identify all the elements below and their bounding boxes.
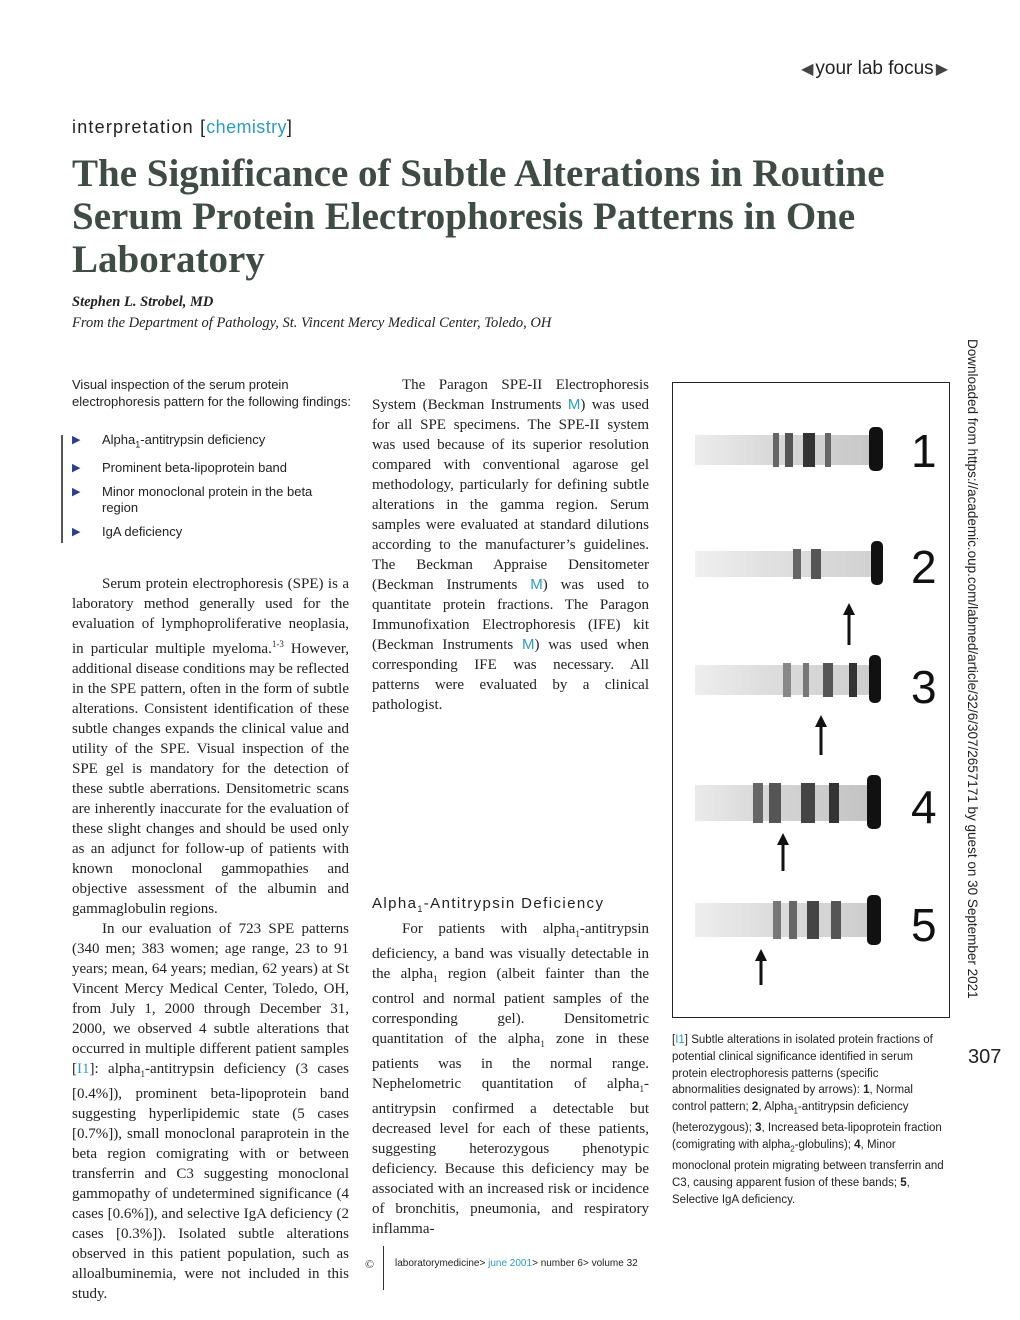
abstract-rule xyxy=(61,435,63,543)
caption-text: , Increased beta-lipoprotein fraction (comigrating with alpha xyxy=(672,1122,942,1152)
subscript: 1 xyxy=(540,1039,545,1049)
registered-mark: M xyxy=(530,576,543,593)
heading-text: Alpha xyxy=(372,895,418,912)
figure-caption: [I1] Subtle alterations in isolated protein fractions of potential clinical significance identified in serum protein electrophoresis patterns (specific abnormalities designated by arrows): 1, Normal control pattern; 2, Alpha$_1$-antitrypsin deficiency (heterozygous); 3, Increased beta-lipoprotein fraction (comigrating with alpha$_2$-globulins); 4, Minor monoclonal protein migrating between transferrin and C3, causing apparent fusion of these bands; 5, Selective IgA deficiency. xyxy=(672,1034,944,1206)
text-run: ) was used for all SPE specimens. The SPE-II system was used because of its superior resolution compared with conventional agarose gel methodology, particularly for defining subtle alterations in the gamma region. Serum samples were evaluated at standard dilutions according to the manufacturer’s guidelines. The Beckman Appraise Densitometer (Beckman Instruments xyxy=(372,397,649,593)
gel-lane-5 xyxy=(695,895,937,985)
author-name: Stephen L. Strobel, MD xyxy=(72,294,214,310)
paragraph-methods xyxy=(372,375,649,715)
text-run: Serum protein electrophoresis (SPE) is a laboratory method generally used for the evaluation of lymphoproliferative neoplasia, in particular multiple myeloma. xyxy=(72,576,349,657)
finding-text: Alpha xyxy=(102,432,136,447)
text-run: -antitrypsin deficiency, a band was visually detectable in the alpha xyxy=(372,921,649,982)
lab-focus-nav[interactable] xyxy=(801,58,948,80)
up-arrow-icon xyxy=(843,603,855,645)
finding-subscript: 1 xyxy=(135,439,141,450)
caption-text: , Selective IgA deficiency. xyxy=(672,1176,910,1206)
body-column-right xyxy=(372,375,649,715)
lane-label-2: 2 xyxy=(911,541,937,593)
body-column-left xyxy=(72,574,349,1304)
section-label: interpretation xyxy=(72,117,194,137)
caption-subscript: 1 xyxy=(793,1106,798,1116)
caption-subscript: 2 xyxy=(790,1144,795,1154)
gel-lane-1 xyxy=(695,425,937,477)
finding-text: -antitrypsin deficiency xyxy=(140,432,266,447)
gel-lane-4 xyxy=(695,775,937,871)
text-run: zone in these patients was in the normal range. Nephelometric quantitation of alpha xyxy=(372,1031,649,1092)
reference-superscript[interactable]: 1-3 xyxy=(271,639,284,649)
footer-divider xyxy=(383,1246,384,1290)
registered-mark: M xyxy=(567,396,581,413)
text-run: ) was used to quantitate protein fractions. The Paragon Immunofixation Electrophoresis (IFE) kit (Beckman Instruments xyxy=(372,577,649,653)
subscript: 1 xyxy=(575,929,580,939)
caption-number: 4 xyxy=(854,1139,861,1152)
author-affiliation: From the Department of Pathology, St. Vincent Mercy Medical Center, Toledo, OH xyxy=(72,315,552,331)
paragraph-intro xyxy=(72,574,349,919)
lane-label-1: 1 xyxy=(911,425,937,477)
text-run: -antitrypsin deficiency (3 cases [0.4%]), prominent beta-lipoprotein band suggesting hyperlipidemic state (5 cases [0.7%]), small monoclonal paraprotein in the beta region comigrating with or between transferrin and C3 suggesting monoclonal gammopathy of undetermined significance (4 cases [0.6%]), and selective IgA deficiency (2 cases [0.3%]). Isolated subtle alterations observed in this patient population, such as alloalbuminemia, were not included in this study. xyxy=(72,1061,349,1302)
caption-number: 2 xyxy=(751,1101,759,1114)
download-note: Downloaded from https://academic.oup.com/labmed/article/32/6/307/2657171 by guest on 30 September 2021 xyxy=(965,339,980,999)
electrophoresis-gel-image xyxy=(673,383,949,1017)
footer-journal-info xyxy=(395,1258,638,1269)
bullet-arrow-icon: ▶ xyxy=(72,434,81,446)
caption-number: 5 xyxy=(900,1176,907,1189)
abstract-intro: Visual inspection of the serum protein electrophoresis pattern for the following findings: xyxy=(72,377,351,409)
caption-text: , Minor monoclonal protein migrating between transferrin and C3, causing apparent fusion of these bands; xyxy=(672,1139,944,1189)
lane-label-5: 5 xyxy=(911,899,937,951)
separator: > xyxy=(532,1258,538,1269)
caption-text: Subtle alterations in isolated protein fractions of potential clinical significance identified in serum protein electrophoresis patterns (specific abnormalities designated by arrows): xyxy=(672,1034,933,1097)
list-item xyxy=(72,484,352,517)
text-run: region (albeit fainter than the control and normal patient samples of the corresponding gel). Densitometric quantitation of the alpha xyxy=(372,966,649,1047)
text-run: In our evaluation of 723 SPE patterns (340 men; 383 women; age range, 23 to 91 years; mean, 64 years; median, 62 years) at St Vincent Mercy Medical Center, Toledo, OH, from July 1, 2000 through December 31, 2000, we observed 4 subtle alterations that occurred in multiple different patient samples [ xyxy=(72,921,349,1077)
copyright-symbol: © xyxy=(365,1257,375,1271)
triangle-left-icon[interactable]: ◀ xyxy=(801,61,814,78)
body-column-right-lower xyxy=(372,894,649,1239)
up-arrow-icon xyxy=(755,949,767,985)
bullet-arrow-icon: ▶ xyxy=(72,525,81,538)
category-link[interactable]: chemistry xyxy=(206,117,287,137)
caption-text: , Alpha xyxy=(758,1101,794,1114)
gel-lane-2 xyxy=(695,541,937,645)
finding-text: IgA deficiency xyxy=(102,523,183,539)
paragraph-alpha1 xyxy=(372,919,649,1239)
subsection-heading xyxy=(372,894,649,919)
lane-label-4: 4 xyxy=(911,781,937,833)
caption-text: , Normal control pattern; xyxy=(672,1084,913,1114)
bullet-arrow-icon: ▶ xyxy=(72,485,81,498)
caption-text: -globulins); xyxy=(794,1139,855,1152)
bullet-arrow-icon: ▶ xyxy=(72,462,81,475)
list-item xyxy=(72,432,352,453)
issue-date: june 2001 xyxy=(488,1258,533,1269)
volume-number: volume 32 xyxy=(591,1258,638,1269)
caption-number: 1 xyxy=(863,1084,870,1097)
subscript: 1 xyxy=(433,974,438,984)
text-run: -antitrypsin confirmed a detectable but decreased level for each of these patients, suggesting heterozygous phenotypic deficiency. Because this deficiency may be associated with an increased risk or incidence of bronchitis, pneumonia, and respiratory inflamma- xyxy=(372,1076,649,1237)
text-run: However, additional disease conditions may be reflected in the SPE pattern, often in the form of subtle alterations. Consistent identification of these subtle changes expands the clinical value and utility of the SPE. Visual inspection of the SPE gel is mandatory for the detection of these subtle aberrations. Densitometric scans are inherently inaccurate for the evaluation of these slight changes and should be used only as an adjunct for follow-up of patients with known monoclonal gammopathies and objective assessment of the albumin and gammaglobulin regions. xyxy=(72,641,349,917)
paragraph-evaluation xyxy=(72,919,349,1304)
up-arrow-icon xyxy=(815,715,827,755)
registered-mark: M xyxy=(521,636,535,653)
findings-list xyxy=(72,432,352,547)
up-arrow-icon xyxy=(777,833,789,871)
text-run: For patients with alpha xyxy=(402,921,576,937)
journal-name: laboratorymedicine xyxy=(395,1258,480,1269)
finding-text: Minor monoclonal protein in the beta region xyxy=(102,483,313,516)
issue-number: number 6 xyxy=(540,1258,583,1269)
figure-ref[interactable]: I1 xyxy=(675,1034,685,1046)
list-item xyxy=(72,524,352,541)
text-run: ) was used when corresponding IFE was necessary. All patterns were evaluated by a clinical pathologist. xyxy=(372,637,650,713)
separator: > xyxy=(582,1258,589,1269)
lane-label-3: 3 xyxy=(911,661,937,713)
subscript: 1 xyxy=(639,1084,644,1094)
gel-lane-3 xyxy=(695,655,937,755)
subscript: 1 xyxy=(140,1069,146,1079)
lab-focus-label: your lab focus xyxy=(815,58,934,79)
separator: > xyxy=(479,1258,486,1269)
caption-text: -antitrypsin deficiency (heterozygous); xyxy=(672,1101,909,1135)
gel-figure xyxy=(672,382,950,1018)
article-title: The Significance of Subtle Alterations in Routine Serum Protein Electrophoresis Patterns in One Laboratory xyxy=(72,152,885,281)
list-item xyxy=(72,460,352,477)
text-run: ]: alpha xyxy=(89,1061,141,1077)
page-number: 307 xyxy=(968,1046,1002,1068)
text-run: The Paragon SPE-II Electrophoresis System (Beckman Instruments xyxy=(372,377,649,413)
heading-subscript: 1 xyxy=(417,904,424,914)
caption-number: 3 xyxy=(755,1122,762,1135)
triangle-right-icon[interactable]: ▶ xyxy=(935,61,948,78)
finding-text: Prominent beta-lipoprotein band xyxy=(102,460,288,476)
section-heading: interpretation [chemistry] xyxy=(72,117,294,137)
heading-text: -Antitrypsin Deficiency xyxy=(423,895,605,912)
figure-link[interactable]: I1 xyxy=(77,1061,90,1077)
